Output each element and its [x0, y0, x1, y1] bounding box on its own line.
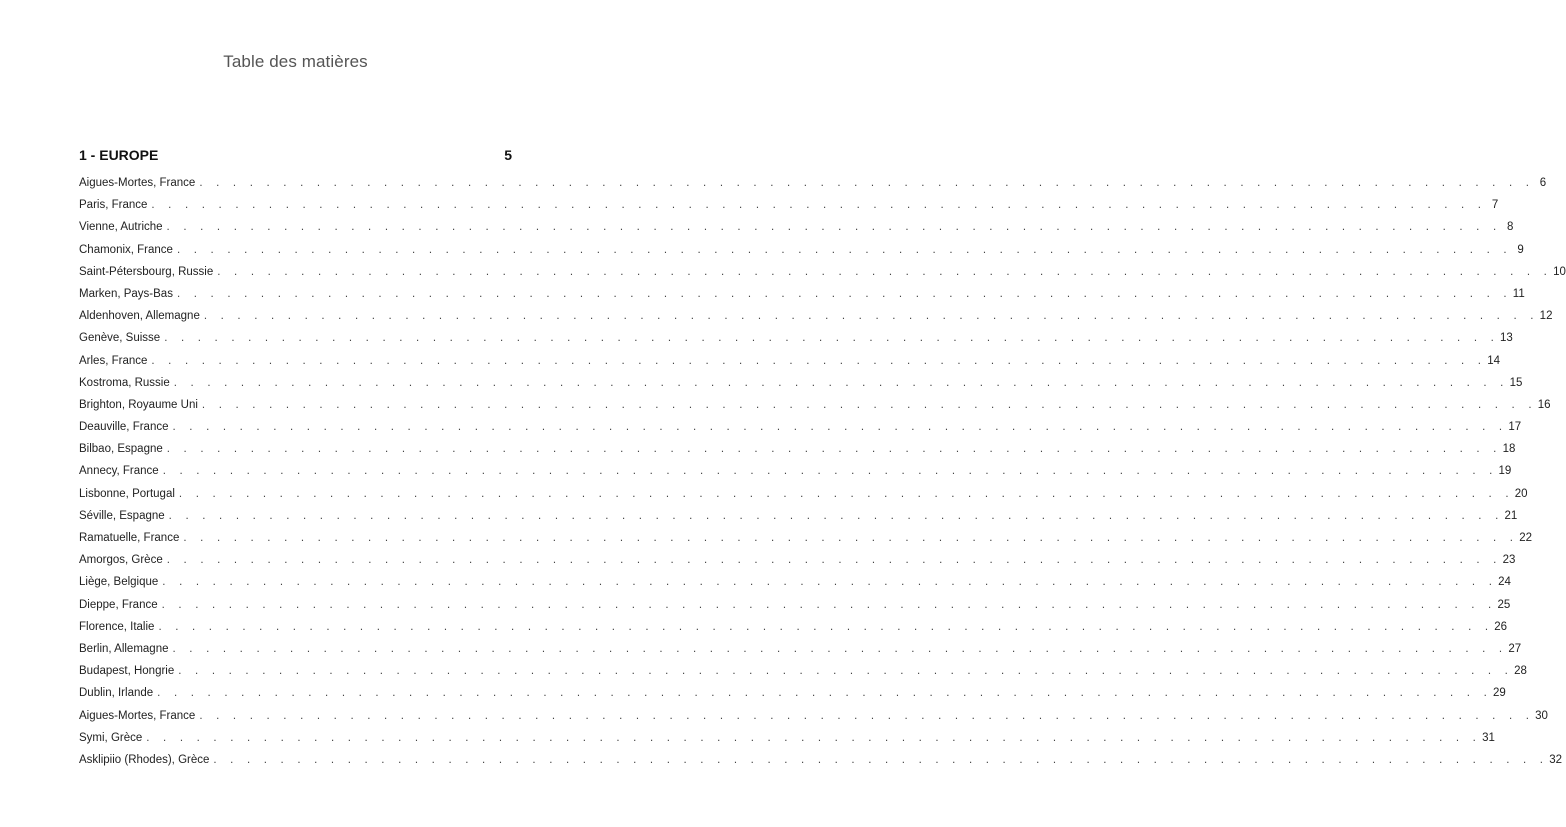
toc-dot-leader: . . . . . . . . . . . . . . . . . . . . . . . . . . . . . . . . . . . . . . . . . . . . . . . . . . . . . . . . . . . . . . . . . . . . . . . . . . . . . . . .	[162, 465, 1498, 478]
toc-entry-title: Saint-Pétersbourg, Russie	[79, 265, 214, 278]
toc-entry-page-number: 22	[1519, 532, 1532, 544]
toc-entry-page-number: 23	[1502, 554, 1516, 567]
toc-entry[interactable]	[79, 221, 1514, 243]
toc-dot-leader: . . . . . . . . . . . . . . . . . . . . . . . . . . . . . . . . . . . . . . . . . . . . . . . . . . . . . . . . . . . . . . . . . . . . . . . . . . . . . . . .	[157, 687, 1492, 700]
toc-dot-leader: . . . . . . . . . . . . . . . . . . . . . . . . . . . . . . . . . . . . . . . . . . . . . . . . . . . . . . . . . . . . . . . . . . . . . . . . . . . . . . . .	[176, 243, 1512, 256]
toc-entry[interactable]	[79, 199, 1499, 221]
toc-entry-title: Aldenhoven, Allemagne	[79, 310, 200, 323]
toc-entry-page-number: 26	[1494, 620, 1508, 633]
toc-dot-leader: . . . . . . . . . . . . . . . . . . . . . . . . . . . . . . . . . . . . . . . . . . . . . . . . . . . . . . . . . . . . . . . . . . . . . . . . . . . . . . . .	[158, 620, 1494, 633]
toc-entry-title: Brighton, Royaume Uni	[79, 398, 198, 411]
toc-entry[interactable]	[79, 287, 1525, 310]
toc-entry[interactable]	[79, 443, 1516, 465]
toc-entry[interactable]	[79, 576, 1511, 598]
toc-entry-page-number: 14	[1487, 354, 1501, 367]
toc-entry-title: Marken, Pays-Bas	[79, 287, 173, 300]
toc-entry-page-number: 6	[1539, 177, 1547, 189]
toc-list	[79, 177, 1566, 776]
toc-dot-leader: . . . . . . . . . . . . . . . . . . . . . . . . . . . . . . . . . . . . . . . . . . . . . . . . . . . . . . . . . . . . . . . . . . . . . . . . . . . . . . . .	[166, 554, 1502, 567]
toc-entry-title: Bilbao, Espagne	[79, 443, 163, 456]
toc-entry[interactable]	[79, 310, 1553, 332]
toc-entry-page-number: 24	[1498, 576, 1511, 589]
toc-entry-title: Paris, France	[79, 199, 148, 212]
toc-entry-title: Vienne, Autriche	[79, 221, 163, 234]
toc-dot-leader: . . . . . . . . . . . . . . . . . . . . . . . . . . . . . . . . . . . . . . . . . . . . . . . . . . . . . . . . . . . . . . . . . . . . . . . . . . . . . . . .	[151, 199, 1487, 212]
toc-entry[interactable]	[79, 753, 1563, 776]
toc-entry-page-number: 13	[1500, 332, 1513, 345]
toc-entry-page-number: 11	[1512, 287, 1525, 300]
toc-dot-leader: . . . . . . . . . . . . . . . . . . . . . . . . . . . . . . . . . . . . . . . . . . . . . . . . . . . . . . . . . . . . . . . . . . . . . . . . . . . . . . . .	[201, 398, 1537, 411]
toc-entry-title: Ramatuelle, France	[79, 532, 180, 544]
toc-entry-page-number: 12	[1539, 310, 1553, 323]
toc-entry-title: Aigues-Mortes, France	[79, 709, 196, 722]
toc-dot-leader: . . . . . . . . . . . . . . . . . . . . . . . . . . . . . . . . . . . . . . . . . . . . . . . . . . . . . . . . . . . . . . . . . . . . . . . . . . . . . . . .	[164, 332, 1500, 345]
toc-entry-title: Deauville, France	[79, 421, 169, 434]
toc-dot-leader: . . . . . . . . . . . . . . . . . . . . . . . . . . . . . . . . . . . . . . . . . . . . . . . . . . . . . . . . . . . . . . . . . . . . . . . . . . . . . . . .	[146, 731, 1482, 744]
section-label: 1 - EUROPE	[79, 147, 159, 163]
toc-entry-page-number: 15	[1509, 376, 1523, 389]
toc-entry-title: Budapest, Hongrie	[79, 665, 175, 678]
toc-entry-page-number: 7	[1491, 199, 1499, 212]
toc-entry[interactable]	[79, 731, 1495, 754]
toc-entry[interactable]	[79, 687, 1506, 709]
toc-entry-page-number: 21	[1504, 509, 1518, 522]
toc-entry-page-number: 31	[1482, 731, 1495, 744]
toc-entry[interactable]	[79, 376, 1523, 399]
toc-entry-title: Genève, Suisse	[79, 332, 161, 345]
toc-dot-leader: . . . . . . . . . . . . . . . . . . . . . . . . . . . . . . . . . . . . . . . . . . . . . . . . . . . . . . . . . . . . . . . . . . . . . . . . . . . . . . . .	[151, 354, 1487, 367]
toc-entry-page-number: 29	[1492, 687, 1506, 700]
toc-entry[interactable]	[79, 554, 1516, 576]
toc-entry-page-number: 18	[1502, 443, 1516, 456]
page-title: Table des matières	[223, 52, 368, 71]
toc-entry[interactable]	[79, 487, 1528, 510]
toc-entry-page-number: 32	[1549, 753, 1563, 766]
toc-entry-title: Berlin, Allemagne	[79, 642, 169, 655]
toc-entry-page-number: 27	[1508, 642, 1522, 655]
toc-entry-title: Aigues-Mortes, France	[79, 177, 196, 189]
toc-entry-title: Kostroma, Russie	[79, 376, 170, 389]
toc-entry-page-number: 30	[1535, 709, 1548, 722]
toc-dot-leader: . . . . . . . . . . . . . . . . . . . . . . . . . . . . . . . . . . . . . . . . . . . . . . . . . . . . . . . . . . . . . . . . . . . . . . . . . . . . . . . .	[166, 443, 1502, 456]
toc-entry-page-number: 20	[1514, 487, 1528, 500]
toc-entry-title: Lisbonne, Portugal	[79, 487, 175, 500]
toc-entry[interactable]	[79, 509, 1518, 532]
toc-entry-title: Dublin, Irlande	[79, 687, 154, 700]
toc-dot-leader: . . . . . . . . . . . . . . . . . . . . . . . . . . . . . . . . . . . . . . . . . . . . . . . . . . . . . . . . . . . . . . . . . . . . . . . . . . . . . . . .	[173, 376, 1509, 389]
toc-entry-page-number: 10	[1553, 265, 1566, 278]
toc-entry-title: Dieppe, France	[79, 598, 158, 611]
toc-entry-title: Chamonix, France	[79, 243, 173, 256]
toc-dot-leader: . . . . . . . . . . . . . . . . . . . . . . . . . . . . . . . . . . . . . . . . . . . . . . . . . . . . . . . . . . . . . . . . . . . . . . . . . . . . . . . .	[199, 177, 1535, 189]
toc-entry-title: Séville, Espagne	[79, 509, 165, 522]
toc-entry-title: Symi, Grèce	[79, 731, 143, 744]
toc-entry-page-number: 19	[1498, 465, 1512, 478]
toc-section-header[interactable]	[79, 147, 512, 163]
toc-entry[interactable]	[79, 465, 1512, 487]
toc-dot-leader: . . . . . . . . . . . . . . . . . . . . . . . . . . . . . . . . . . . . . . . . . . . . . . . . . . . . . . . . . . . . . . . . . . . . . . . . . . . . . . . .	[217, 265, 1553, 278]
toc-entry-page-number: 8	[1506, 221, 1514, 234]
toc-entry[interactable]	[79, 532, 1532, 554]
toc-dot-leader: . . . . . . . . . . . . . . . . . . . . . . . . . . . . . . . . . . . . . . . . . . . . . . . . . . . . . . . . . . . . . . . . . . . . . . . . . . . . . . . .	[166, 221, 1502, 234]
toc-entry-page-number: 25	[1497, 598, 1511, 611]
toc-entry[interactable]	[79, 665, 1527, 687]
toc-entry[interactable]	[79, 709, 1548, 732]
toc-entry-title: Annecy, France	[79, 465, 159, 478]
toc-dot-leader: . . . . . . . . . . . . . . . . . . . . . . . . . . . . . . . . . . . . . . . . . . . . . . . . . . . . . . . . . . . . . . . . . . . . . . . . . . . . . . . .	[162, 576, 1498, 589]
toc-entry[interactable]	[79, 642, 1522, 665]
toc-dot-leader: . . . . . . . . . . . . . . . . . . . . . . . . . . . . . . . . . . . . . . . . . . . . . . . . . . . . . . . . . . . . . . . . . . . . . . . . . . . . . . . .	[199, 709, 1535, 722]
toc-dot-leader: . . . . . . . . . . . . . . . . . . . . . . . . . . . . . . . . . . . . . . . . . . . . . . . . . . . . . . . . . . . . . . . . . . . . . . . . . . . . . . . .	[161, 598, 1497, 611]
toc-entry-page-number: 16	[1537, 398, 1551, 411]
toc-entry-page-number: 9	[1517, 243, 1524, 256]
toc-dot-leader: . . . . . . . . . . . . . . . . . . . . . . . . . . . . . . . . . . . . . . . . . . . . . . . . . . . . . . . . . . . . . . . . . . . . . . . . . . . . . . . .	[183, 532, 1519, 544]
toc-entry-title: Liège, Belgique	[79, 576, 159, 589]
toc-dot-leader: . . . . . . . . . . . . . . . . . . . . . . . . . . . . . . . . . . . . . . . . . . . . . . . . . . . . . . . . . . . . . . . . . . . . . . . . . . . . . . . .	[176, 287, 1512, 300]
toc-entry-title: Arles, France	[79, 354, 148, 367]
toc-dot-leader: . . . . . . . . . . . . . . . . . . . . . . . . . . . . . . . . . . . . . . . . . . . . . . . . . . . . . . . . . . . . . . . . . . . . . . . . . . . . . . . .	[168, 509, 1504, 522]
section-page-number: 5	[504, 147, 512, 163]
toc-dot-leader: . . . . . . . . . . . . . . . . . . . . . . . . . . . . . . . . . . . . . . . . . . . . . . . . . . . . . . . . . . . . . . . . . . . . . . . . . . . . . . . .	[178, 665, 1514, 678]
toc-dot-leader: . . . . . . . . . . . . . . . . . . . . . . . . . . . . . . . . . . . . . . . . . . . . . . . . . . . . . . . . . . . . . . . . . . . . . . . . . . . . . . . .	[213, 753, 1549, 766]
toc-entry-title: Florence, Italie	[79, 620, 155, 633]
toc-entry-page-number: 17	[1508, 421, 1522, 434]
toc-dot-leader: . . . . . . . . . . . . . . . . . . . . . . . . . . . . . . . . . . . . . . . . . . . . . . . . . . . . . . . . . . . . . . . . . . . . . . . . . . . . . . . .	[172, 642, 1508, 655]
toc-entry[interactable]	[79, 620, 1508, 643]
toc-entry[interactable]	[79, 243, 1524, 266]
toc-entry[interactable]	[79, 265, 1566, 288]
toc-entry[interactable]	[79, 354, 1501, 377]
toc-entry[interactable]	[79, 598, 1511, 621]
toc-entry[interactable]	[79, 177, 1547, 199]
toc-entry[interactable]	[79, 421, 1522, 443]
toc-dot-leader: . . . . . . . . . . . . . . . . . . . . . . . . . . . . . . . . . . . . . . . . . . . . . . . . . . . . . . . . . . . . . . . . . . . . . . . . . . . . . . . .	[178, 487, 1514, 500]
toc-dot-leader: . . . . . . . . . . . . . . . . . . . . . . . . . . . . . . . . . . . . . . . . . . . . . . . . . . . . . . . . . . . . . . . . . . . . . . . . . . . . . . . .	[203, 310, 1539, 323]
toc-entry[interactable]	[79, 332, 1513, 354]
toc-entry-title: Amorgos, Grèce	[79, 554, 163, 567]
toc-dot-leader: . . . . . . . . . . . . . . . . . . . . . . . . . . . . . . . . . . . . . . . . . . . . . . . . . . . . . . . . . . . . . . . . . . . . . . . . . . . . . . . .	[172, 421, 1508, 434]
toc-entry-title: Asklipiio (Rhodes), Grèce	[79, 753, 210, 766]
toc-entry[interactable]	[79, 398, 1551, 421]
toc-entry-page-number: 28	[1514, 665, 1527, 678]
